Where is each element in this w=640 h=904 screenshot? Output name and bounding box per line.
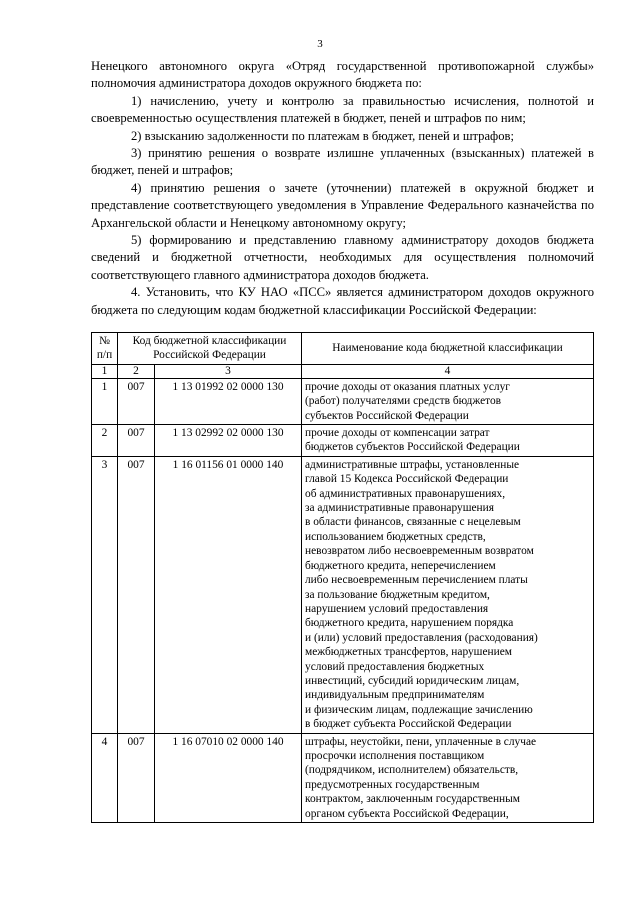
document-body [91, 58, 594, 319]
table-header-row [92, 333, 594, 365]
code-name-line: органом субъекта Российской Федерации, [305, 807, 509, 820]
code-name-line: условий предоставления бюджетных [305, 660, 485, 673]
code-name [302, 425, 594, 457]
admin-code: 007 [118, 425, 155, 457]
admin-code: 007 [118, 378, 155, 424]
code-name [302, 733, 594, 822]
index-cell: 3 [155, 364, 302, 378]
code-name-line: и физическим лицам, подлежащие зачислению [305, 703, 533, 716]
code-name-line: и (или) условий предоставления (расходования) [305, 631, 538, 644]
code-name-line: использованием бюджетных средств, [305, 530, 486, 543]
row-number: 3 [92, 456, 118, 733]
code-name [302, 378, 594, 424]
paragraph: 1) начислению, учету и контролю за правильностью исчисления, полнотой и своевременностью осуществления платежей в бюджет, пеней и штрафов по ним; [91, 93, 594, 126]
paragraph: 4) принятию решения о зачете (уточнении) платежей в окружной бюджет и представление соответствующего уведомления в Управление Федерального казначейства по Архангельской области и Ненецкому автономному округу; [91, 180, 594, 230]
budget-code: 1 16 07010 02 0000 140 [155, 733, 302, 822]
admin-code: 007 [118, 733, 155, 822]
code-name-line: межбюджетных трансфертов, нарушением [305, 646, 512, 659]
table-row [92, 456, 594, 733]
code-name-line: предусмотренных государственным [305, 778, 480, 791]
budget-code: 1 13 01992 02 0000 130 [155, 378, 302, 424]
paragraph: 5) формированию и представлению главному администратору доходов бюджета сведений и бюджетной отчетности, необходимых для осуществления полномочий соответствующего главного администратора доходов бюджета. [91, 233, 594, 282]
header-code: Код бюджетной классификации Российской Федерации [118, 333, 302, 365]
paragraph: 2) взысканию задолженности по платежам в бюджет, пеней и штрафов; [131, 128, 514, 143]
page-number: 3 [317, 38, 323, 50]
code-name-line: субъектов Российской Федерации [305, 409, 469, 422]
code-name-line: инвестиций, субсидий юридическим лицам, [305, 674, 520, 687]
code-name-line: нарушением условий предоставления [305, 602, 489, 615]
code-name-line: бюджетного кредита, нарушением порядка [305, 617, 514, 630]
code-name-line: главой 15 Кодекса Российской Федерации [305, 473, 509, 486]
code-name-line: штрафы, неустойки, пени, уплаченные в случае [305, 735, 537, 748]
code-name-line: прочие доходы от оказания платных услуг [305, 380, 510, 393]
admin-code: 007 [118, 456, 155, 733]
row-number: 1 [92, 378, 118, 424]
index-cell: 4 [302, 364, 594, 378]
code-name [302, 456, 594, 733]
table-row [92, 425, 594, 457]
header-num: № п/п [92, 333, 118, 365]
budget-code: 1 13 02992 02 0000 130 [155, 425, 302, 457]
budget-code: 1 16 01156 01 0000 140 [155, 456, 302, 733]
code-name-line: за административные правонарушения [305, 502, 494, 515]
index-cell: 1 [92, 364, 118, 378]
table-index-row [92, 364, 594, 378]
code-name-line: за пользование бюджетным кредитом, [305, 588, 490, 601]
code-name-line: бюджетного кредита, неперечислением [305, 559, 496, 572]
code-name-line: контрактом, заключенным государственным [305, 793, 520, 806]
header-name: Наименование кода бюджетной классификации [302, 333, 594, 365]
code-name-line: в области финансов, связанные с нецелевым [305, 516, 521, 529]
code-name-line: индивидуальным предпринимателям [305, 689, 485, 702]
budget-code-table [91, 332, 594, 823]
row-number: 4 [92, 733, 118, 822]
code-name-line: (подрядчиком, исполнителем) обязательств, [305, 764, 519, 777]
code-name-line: (работ) получателями средств бюджетов [305, 395, 502, 408]
code-name-line: просрочки исполнения поставщиком [305, 749, 485, 762]
table-row [92, 378, 594, 424]
code-name-line: в бюджет субъекта Российской Федерации [305, 718, 512, 731]
paragraph: Ненецкого автономного округа «Отряд государственной противопожарной службы» полномочия администратора доходов окружного бюджета по: [91, 59, 594, 91]
code-name-line: об административных правонарушениях, [305, 487, 506, 500]
table-row [92, 733, 594, 822]
code-name-line: либо несвоевременным перечислением платы [305, 574, 528, 587]
code-name-line: невозвратом либо несвоевременным возвратом [305, 545, 534, 558]
paragraph: 4. Установить, что КУ НАО «ПСС» является администратором доходов окружного бюджета по следующим кодам бюджетной классификации Российской Федерации: [91, 285, 594, 317]
row-number: 2 [92, 425, 118, 457]
index-cell: 2 [118, 364, 155, 378]
code-name-line: административные штрафы, установленные [305, 458, 520, 471]
paragraph: 3) принятию решения о возврате излишне уплаченных (взысканных) платежей в бюджет, пеней и штрафов; [91, 146, 594, 178]
code-name-line: бюджетов субъектов Российской Федерации [305, 441, 520, 454]
code-name-line: прочие доходы от компенсации затрат [305, 427, 490, 440]
